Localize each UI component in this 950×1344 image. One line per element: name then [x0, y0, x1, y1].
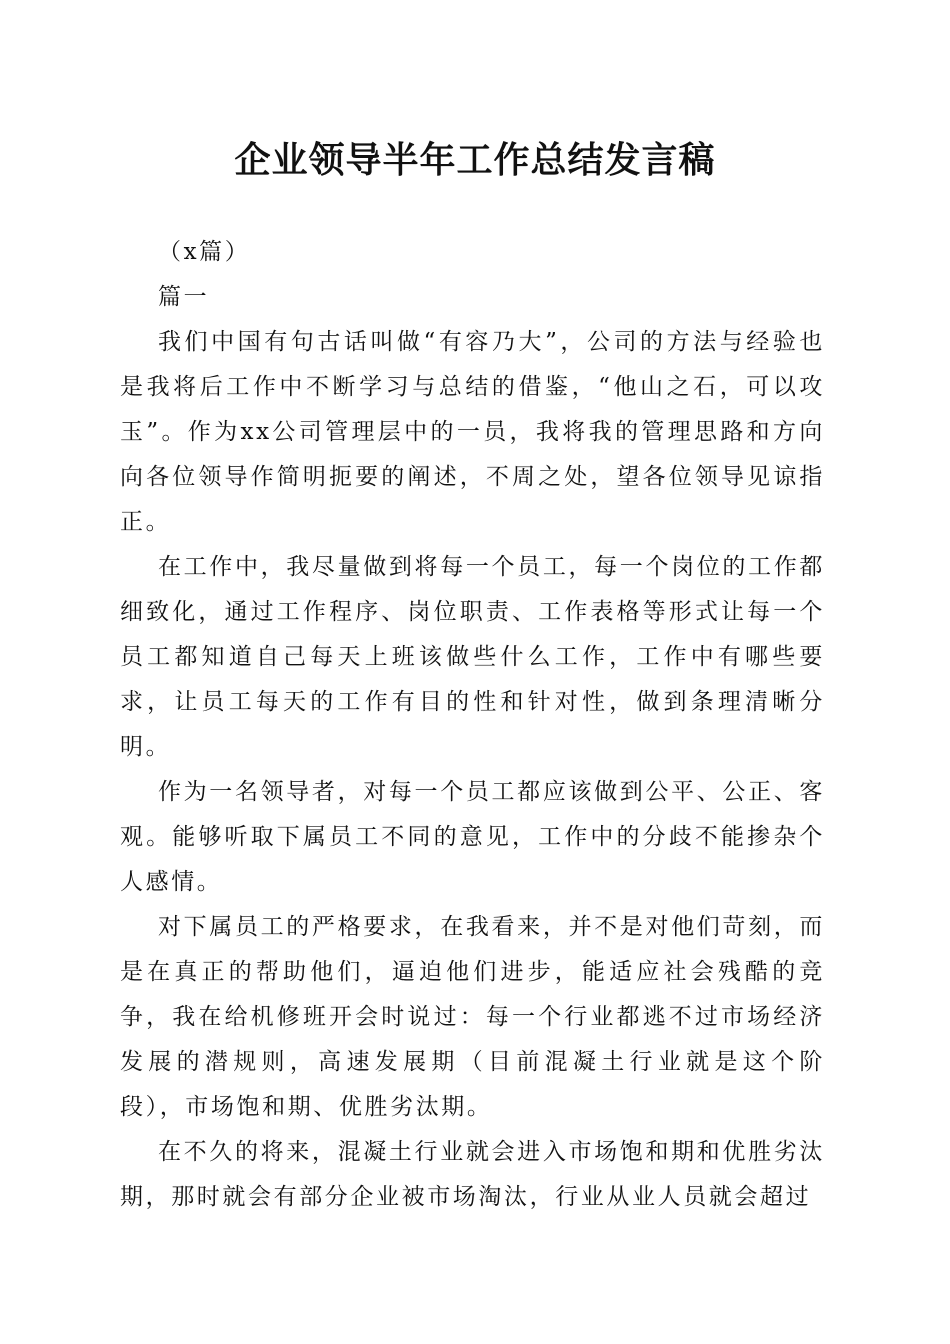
paragraph: 在工作中，我尽量做到将每一个员工，每一个岗位的工作都细致化，通过工作程序、岗位职责、工作表格等形式让每一个员工都知道自己每天上班该做些什么工作，工作中有哪些要求，让员工每天的工作有目的性和针对性，做到条理清晰分明。: [120, 554, 825, 760]
paragraph: 在不久的将来，混凝土行业就会进入市场饱和期和优胜劣汰期，那时就会有部分企业被市场淘汰，行业从业人员就会超过: [120, 1139, 825, 1210]
paragraph: 对下属员工的严格要求，在我看来，并不是对他们苛刻，而是在真正的帮助他们，逼迫他们进步，能适应社会残酷的竞争，我在给机修班开会时说过：每一个行业都逃不过市场经济发展的潜规则，高速发展期（目前混凝土行业就是这个阶段），市场饱和期、优胜劣汰期。: [120, 914, 825, 1120]
paragraph: 作为一名领导者，对每一个员工都应该做到公平、公正、客观。能够听取下属员工不同的意见，工作中的分歧不能掺杂个人感情。: [120, 779, 825, 895]
paragraph: 我们中国有句古话叫做“有容乃大”，公司的方法与经验也是我将后工作中不断学习与总结的借鉴，“他山之石，可以攻玉”。作为xx公司管理层中的一员，我将我的管理思路和方向向各位领导作简明扼要的阐述，不周之处，望各位领导见谅指正。: [120, 329, 825, 535]
paragraph-count-note: （x篇）: [158, 239, 251, 265]
section-heading: 篇一: [158, 284, 210, 310]
document-body: [120, 230, 825, 1220]
document-title: 企业领导半年工作总结发言稿: [234, 139, 716, 181]
